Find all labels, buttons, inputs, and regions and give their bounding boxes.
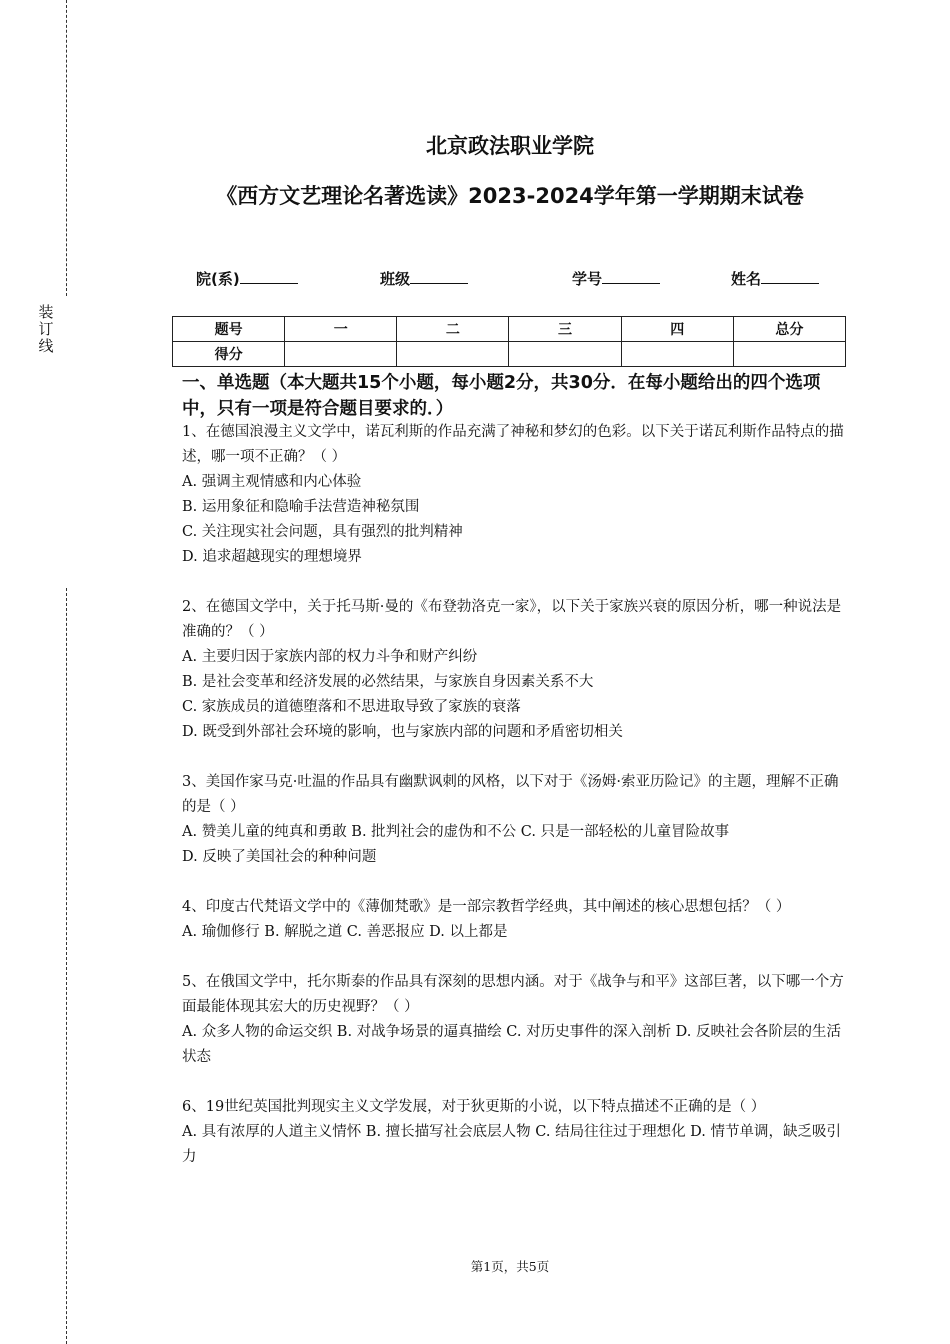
score-cell[interactable] <box>621 342 733 367</box>
question-stem: 4、印度古代梵语文学中的《薄伽梵歌》是一部宗教哲学经典，其中阐述的核心思想包括？（ ） <box>182 899 791 915</box>
department-label: 院(系) <box>196 270 240 288</box>
question-option: D. 追求超越现实的理想境界 <box>182 549 362 565</box>
department-field[interactable] <box>196 268 298 289</box>
score-cell[interactable] <box>397 342 509 367</box>
question-stem: 3、美国作家马克·吐温的作品具有幽默讽刺的风格，以下对于《汤姆·索亚历险记》的主题，理解不正确的是（ ） <box>182 774 839 815</box>
question-option: C. 家族成员的道德堕落和不思进取导致了家族的衰落 <box>182 699 521 715</box>
question-list <box>182 420 850 1195</box>
score-header-cell: 二 <box>397 317 509 342</box>
student-id-blank[interactable] <box>602 269 660 284</box>
question-4 <box>182 895 850 945</box>
name-field[interactable] <box>731 268 819 289</box>
question-option: A. 瑜伽修行 B. 解脱之道 C. 善恶报应 D. 以上都是 <box>182 924 508 940</box>
question-stem: 6、19世纪英国批判现实主义文学发展，对于狄更斯的小说，以下特点描述不正确的是（ ） <box>182 1099 766 1115</box>
question-option: A. 主要归因于家族内部的权力斗争和财产纠纷 <box>182 649 478 665</box>
question-5 <box>182 970 850 1070</box>
question-option: A. 众多人物的命运交织 B. 对战争场景的逼真描绘 C. 对历史事件的深入剖析 D. 反映社会各阶层的生活状态 <box>182 1024 842 1065</box>
score-header-cell: 一 <box>285 317 397 342</box>
question-3 <box>182 770 850 870</box>
score-row-label: 得分 <box>173 342 285 367</box>
question-option: D. 既受到外部社会环境的影响，也与家族内部的问题和矛盾密切相关 <box>182 724 623 740</box>
question-1 <box>182 420 850 570</box>
class-blank[interactable] <box>410 269 468 284</box>
score-header-cell: 总分 <box>733 317 845 342</box>
student-id-field[interactable] <box>572 268 660 289</box>
binding-line-label: 装订线 <box>38 303 54 355</box>
question-option: A. 强调主观情感和内心体验 <box>182 474 362 490</box>
score-header-cell: 题号 <box>173 317 285 342</box>
section-title: 一、单选题（本大题共15个小题，每小题2分，共30分．在每小题给出的四个选项中，只有一项是符合题目要求的．） <box>182 373 821 419</box>
school-title: 北京政法职业学院 <box>426 134 594 158</box>
name-blank[interactable] <box>761 269 819 284</box>
question-stem: 5、在俄国文学中，托尔斯泰的作品具有深刻的思想内涵。对于《战争与和平》这部巨著，以下哪一个方面最能体现其宏大的历史视野？（ ） <box>182 974 844 1015</box>
question-2 <box>182 595 850 745</box>
question-option: B. 运用象征和隐喻手法营造神秘氛围 <box>182 499 420 515</box>
score-cell[interactable] <box>733 342 845 367</box>
department-blank[interactable] <box>240 269 298 284</box>
question-option: B. 是社会变革和经济发展的必然结果，与家族自身因素关系不大 <box>182 674 594 690</box>
question-option: C. 关注现实社会问题，具有强烈的批判精神 <box>182 524 463 540</box>
binding-dashed-line-bottom <box>66 588 67 1344</box>
question-stem: 2、在德国文学中，关于托马斯·曼的《布登勃洛克一家》，以下关于家族兴衰的原因分析，哪一种说法是准确的？（ ） <box>182 599 842 640</box>
score-table-score-row <box>173 342 846 367</box>
page-footer: 第1页，共5页 <box>470 1259 550 1274</box>
score-table <box>172 316 846 367</box>
exam-title: 《西方文艺理论名著选读》2023-2024学年第一学期期末试卷 <box>216 184 804 208</box>
question-stem: 1、在德国浪漫主义文学中，诺瓦利斯的作品充满了神秘和梦幻的色彩。以下关于诺瓦利斯作品特点的描述，哪一项不正确？（ ） <box>182 424 844 465</box>
score-cell[interactable] <box>509 342 621 367</box>
question-6 <box>182 1095 850 1170</box>
name-label: 姓名 <box>731 270 762 288</box>
student-id-label: 学号 <box>572 270 603 288</box>
question-option: A. 赞美儿童的纯真和勇敢 B. 批判社会的虚伪和不公 C. 只是一部轻松的儿童冒险故事 <box>182 824 730 840</box>
question-option: D. 反映了美国社会的种种问题 <box>182 849 377 865</box>
score-header-cell: 四 <box>621 317 733 342</box>
question-option: A. 具有浓厚的人道主义情怀 B. 擅长描写社会底层人物 C. 结局往往过于理想化 D. 情节单调，缺乏吸引力 <box>182 1124 842 1165</box>
score-table-header-row <box>173 317 846 342</box>
student-info-row <box>0 268 950 294</box>
score-header-cell: 三 <box>509 317 621 342</box>
score-cell[interactable] <box>285 342 397 367</box>
class-field[interactable] <box>380 268 468 289</box>
class-label: 班级 <box>380 270 411 288</box>
